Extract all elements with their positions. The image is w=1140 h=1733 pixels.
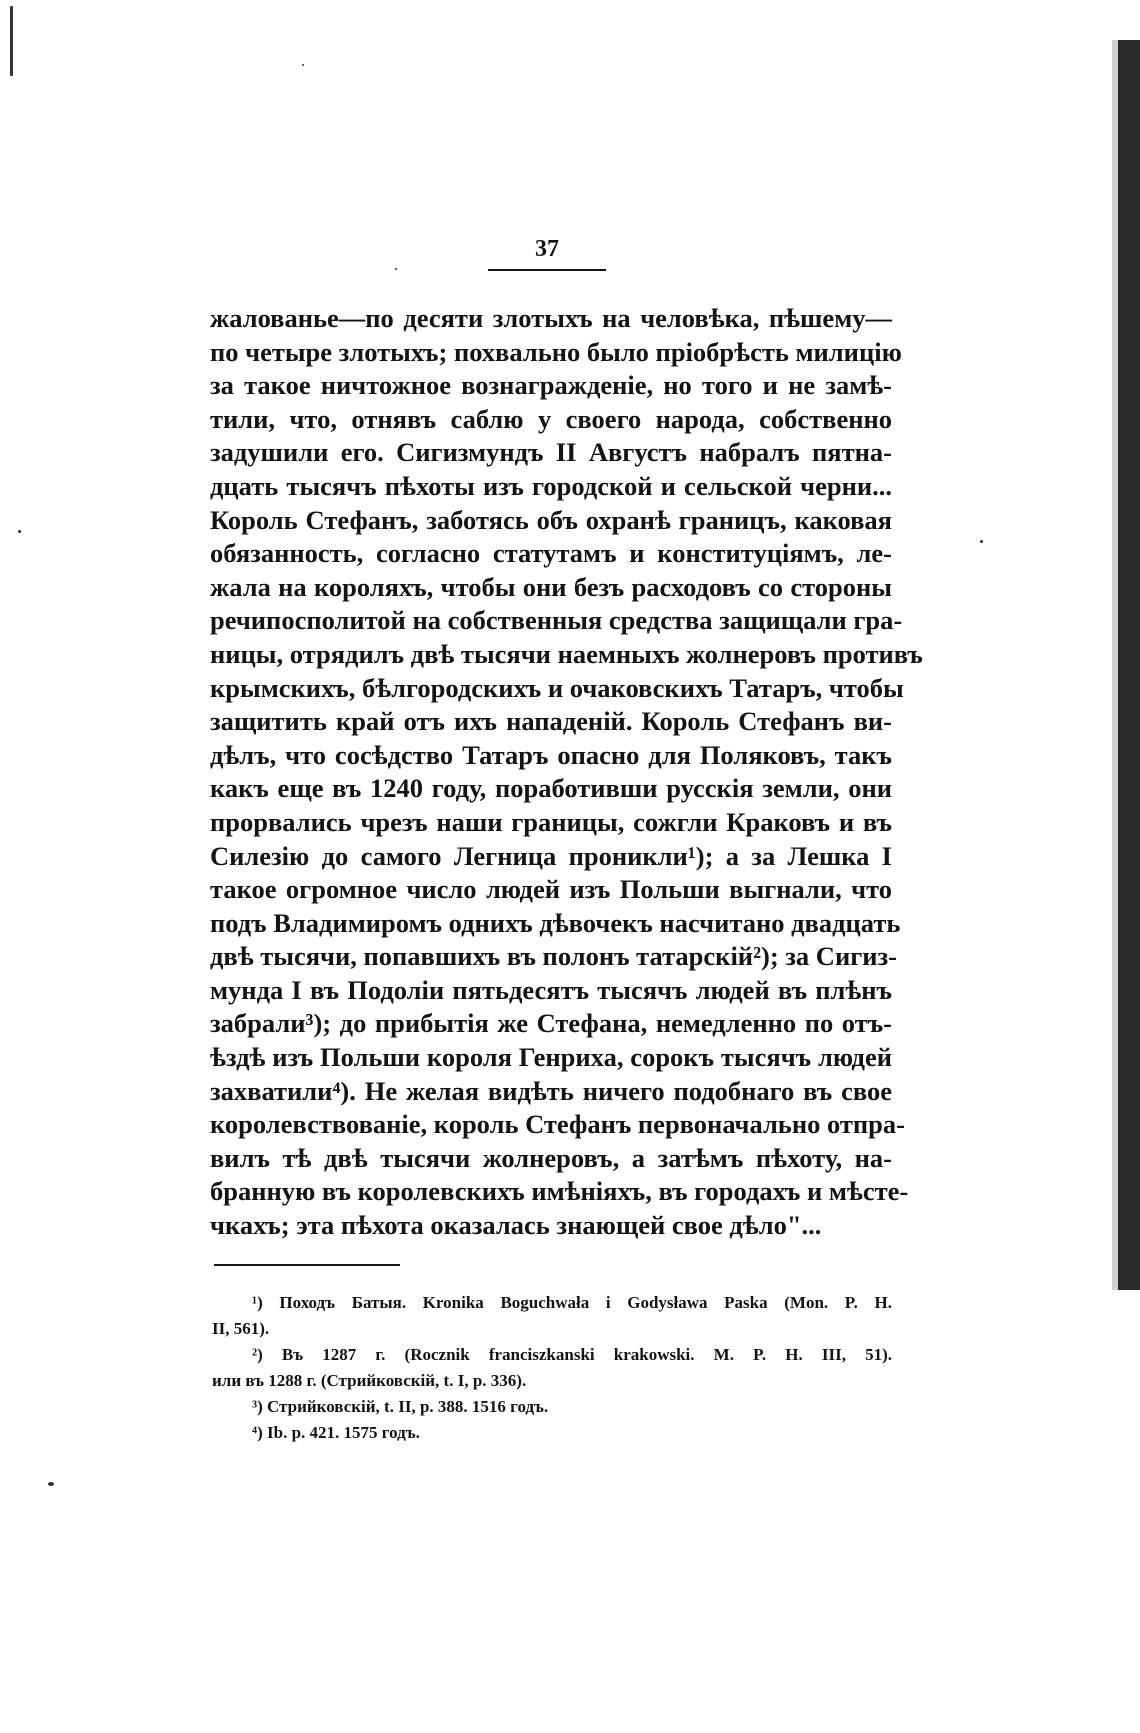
text-line: прорвались чрезъ наши границы, сожгли Краковъ и въ (210, 806, 892, 837)
text-line: жалованье—по десяти злотыхъ на человѣка, пѣшему— (210, 303, 892, 333)
scan-speck (302, 64, 304, 66)
footnote-line: или въ 1288 г. (Стрийковскій, t. I, p. 336). (212, 1371, 527, 1390)
text-line: королевствованіе, король Стефанъ первоначально отпра- (210, 1109, 905, 1140)
footnotes (212, 1290, 892, 1446)
text-line: по четыре злотыхъ; похвально было пріобрѣсть милицію (210, 336, 902, 367)
page-number-rule (488, 269, 606, 271)
text-line: такое огромное число людей изъ Польши выгнали, что (210, 874, 892, 905)
text-line: чкахъ; эта пѣхота оказалась знающей свое дѣло"... (210, 1210, 822, 1241)
text-line: захватили⁴). Не желая видѣть ничего подобнаго въ свое (210, 1075, 892, 1106)
text-line: подъ Владимиромъ однихъ дѣвочекъ насчитано двадцать (210, 907, 901, 938)
page-edge-binding (1118, 40, 1140, 1290)
page-number: 37 (535, 236, 559, 262)
text-line: защитить край отъ ихъ нападеній. Король Стефанъ ви- (210, 706, 892, 737)
text-line: Король Стефанъ, заботясь объ охранѣ границъ, каковая (210, 504, 892, 535)
footnote-line: ⁴) Ib. p. 421. 1575 годъ. (252, 1423, 420, 1442)
text-line: речипосполитой на собственныя средства защищали гра- (210, 605, 903, 636)
footnote-line: ¹) Походъ Батыя. Kronika Boguchwała i Godysława Paska (Mon. P. H. (252, 1293, 892, 1312)
text-line: Силезію до самого Легница проникли¹); а за Лешка I (210, 840, 892, 871)
text-line: двѣ тысячи, попавшихъ въ полонъ татарскій²); за Сигиз- (210, 941, 897, 972)
text-line: обязанность, согласно статутамъ и конституціямъ, ле- (210, 538, 892, 569)
text-line: дцать тысячъ пѣхоты изъ городской и сельской черни... (210, 470, 892, 501)
text-line: мунда I въ Подоліи пятьдесятъ тысячъ людей въ плѣнъ (210, 974, 892, 1005)
scan-speck (18, 530, 21, 533)
text-line: задушили его. Сигизмундъ II Августъ набралъ пятна- (210, 437, 892, 468)
footnote-line: ²) Въ 1287 г. (Rocznik franciszkanski krakowski. M. P. H. III, 51). (252, 1345, 892, 1364)
text-line: бранную въ королевскихъ имѣніяхъ, въ городахъ и мѣсте- (210, 1176, 909, 1207)
footnote-rule (214, 1264, 400, 1266)
scan-speck (395, 268, 397, 270)
footnote-line: ³) Стрийковскій, t. II, p. 388. 1516 годъ. (252, 1397, 549, 1416)
text-line: ницы, отрядилъ двѣ тысячи наемныхъ жолнеровъ противъ (210, 638, 923, 669)
text-line: забрали³); до прибытія же Стефана, немедленно по отъ- (210, 1008, 892, 1039)
text-line: за такое ничтожное вознагражденіе, но того и не замѣ- (210, 370, 892, 401)
text-line: ѣздѣ изъ Польши короля Генриха, сорокъ тысячъ людей (210, 1042, 892, 1073)
scan-speck (10, 6, 13, 76)
text-line: вилъ тѣ двѣ тысячи жолнеровъ, а затѣмъ пѣхоту, на- (210, 1142, 892, 1173)
scan-speck (48, 1482, 54, 1486)
body-text (210, 302, 923, 1243)
text-line: крымскихъ, бѣлгородскихъ и очаковскихъ Татаръ, чтобы (210, 672, 904, 703)
text-line: дѣлъ, что сосѣдство Татаръ опасно для Поляковъ, такъ (210, 739, 892, 770)
text-line: какъ еще въ 1240 году, поработивши русскія земли, они (210, 773, 892, 804)
text-line: тили, что, отнявъ саблю у своего народа, собственно (210, 403, 892, 434)
text-line: жала на короляхъ, чтобы они безъ расходовъ со стороны (210, 571, 892, 602)
footnote-line: II, 561). (212, 1319, 270, 1338)
scan-speck (980, 540, 983, 543)
